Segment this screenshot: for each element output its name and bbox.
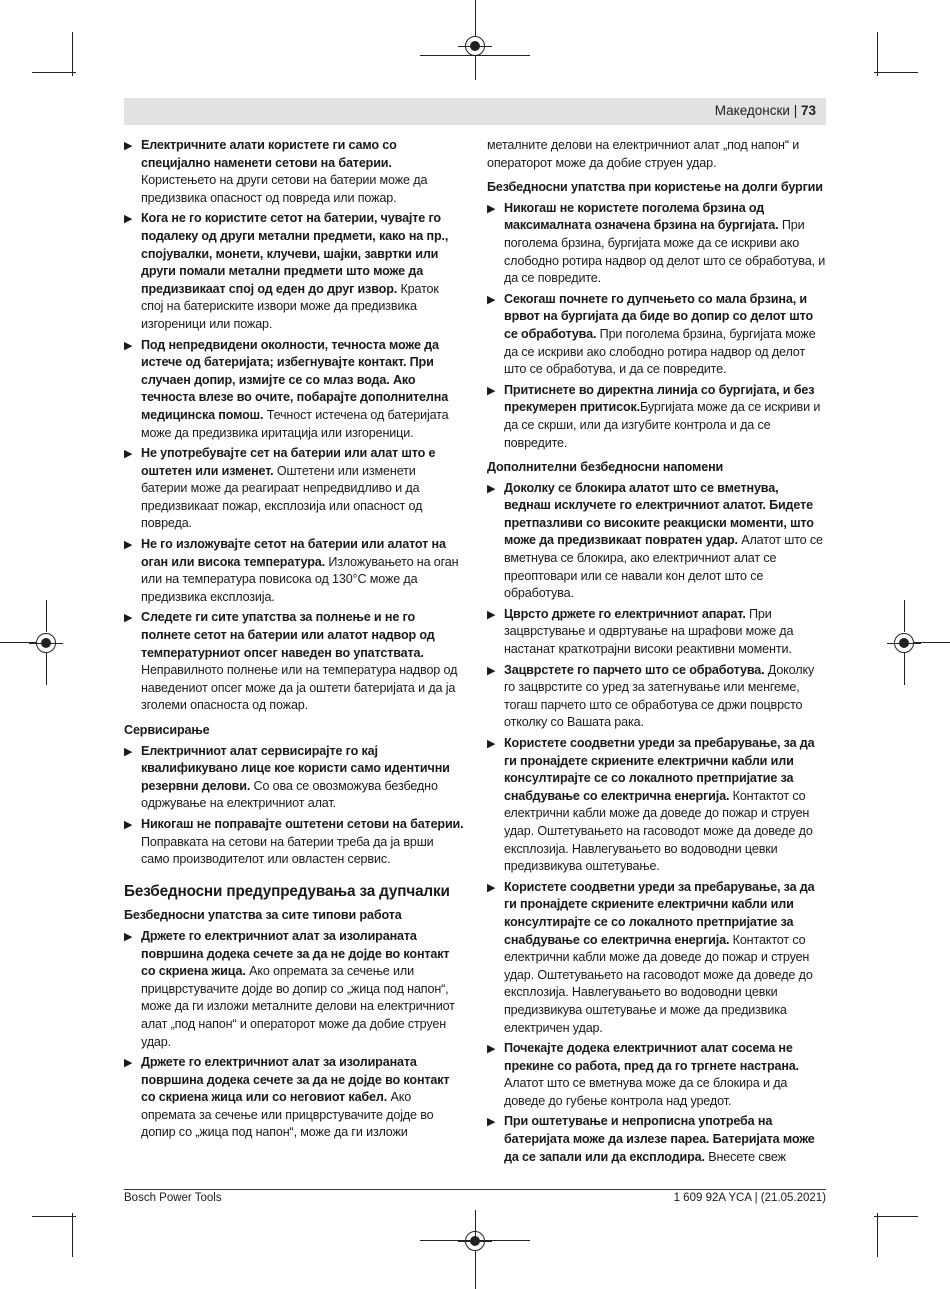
section-heading: Безбедносни упатства за сите типови работа: [124, 908, 402, 923]
list-item: [487, 382, 827, 452]
footer-divider: [124, 1189, 826, 1190]
right-column: [487, 137, 827, 1169]
warning-bold-text: Никогаш не користете поголема брзина од максималната означена брзина на бургијата.: [504, 200, 779, 233]
warning-explanation-text: Ако опремата за сечење или прицврстувачите дојде во допир со „жица под напон“, може да ги изложи металните делови на електричниот алат „под напон“ и операторот може да добие струен удар.: [141, 964, 455, 1049]
bullet-triangle-icon: ▶: [487, 738, 496, 750]
warning-explanation-text: Доколку го зацврстите со уред за затегнување или менгеме, тогаш парчето што се обработува се држи поцврсто отколку со Вашата рака.: [504, 662, 815, 730]
bullet-triangle-icon: ▶: [487, 1043, 496, 1056]
bullet-triangle-icon: ▶: [124, 339, 133, 352]
warning-bold-text: Не го изложувајте сетот на батерии или алатот на оган или висока температура.: [141, 537, 446, 569]
warning-explanation-text: Контактот со електрични кабли може да доведе до пожар и струен удар. Оштетувањето на гасоводот може да доведе до експлозија. Навлегувањето во водоводни цевки предизвикува оштетување и може да предизвика електричен удар.: [504, 932, 813, 1035]
list-item: [124, 816, 464, 869]
list-item: [124, 337, 464, 443]
header-language: Македонски: [714, 103, 790, 118]
warning-explanation-text: Неправилното полнење или на температура надвор од наведениот опсег може да ја оштети батеријата и да ја зголеми опасноста од пожар.: [141, 663, 458, 713]
warning-explanation-text: Краток спој на батериските извори може да предизвика изгореници или пожар.: [141, 281, 439, 331]
warning-bold-text: Под непредвидени околности, течноста може да истече од батеријата; избегнувајте контакт. При случаен допир, измијте се со млаз вода. Ако течноста влезе во очите, побарајте дополнителна медицинска помош.: [141, 337, 449, 422]
warning-explanation-text: Бургијата може да се искриви и да се скрши, или да изгубите контрола и да се повредите.: [504, 400, 821, 450]
warning-bold-text: Секогаш почнете го дупчењето со мала брзина, и врвот на бургијата да биде во допир со делот што се обработува.: [504, 291, 814, 341]
bullet-triangle-icon: ▶: [487, 384, 496, 397]
warning-bold-text: Не употребувајте сет на батерии или алат што е оштетен или изменет.: [141, 446, 436, 478]
bullet-triangle-icon: ▶: [124, 448, 133, 461]
list-item: [487, 1040, 827, 1110]
warning-bold-text: Држете го електричниот алат за изолираната површина додека сечете за да не дојде во контакт со скриена жица или со неговиот кабел.: [141, 1055, 450, 1105]
warning-explanation-text: Ако опремата за сечење или прицврстувачите дојде во допир со „жица под напон“, може да ги изложи: [141, 1090, 434, 1140]
list-item: [124, 536, 464, 606]
warning-bold-text: Електричните алати користете ги само со специјално наменети сетови на батерии.: [141, 138, 397, 170]
list-item: [124, 743, 464, 813]
list-item: [124, 1054, 464, 1142]
list-item: [124, 609, 464, 715]
section-heading: Сервисирање: [124, 723, 210, 737]
bullet-triangle-icon: ▶: [487, 608, 496, 621]
warning-explanation-text: При поголема брзина, бургијата може да се искриви ако слободно ротира надвор од делот што се обработува, и да се повредите.: [504, 218, 826, 286]
list-item: [124, 445, 464, 533]
bullet-triangle-icon: ▶: [487, 881, 496, 894]
section-heading: Безбедносни упатства при користење на долги бургии: [487, 180, 823, 195]
warning-explanation-text: Изложувањето на оган или на температура повисока од 130°C може да предизвика експлозија.: [141, 554, 459, 604]
list-item: [124, 210, 464, 333]
bullet-triangle-icon: ▶: [124, 539, 133, 552]
warning-bold-text: Користете соодветни уреди за пребарување, за да ги пронајдете скриените електрични кабли или консултирајте се со локалното претпријатие за снабдување со електрична енергија.: [504, 879, 815, 947]
bullet-triangle-icon: ▶: [124, 745, 133, 758]
bullet-triangle-icon: ▶: [124, 1057, 133, 1070]
warning-explanation-text: Оштетени или изменети батерии може да реагираат непредвидливо и да предизвикаат пожар, експлозија или опасност од повреда.: [141, 463, 423, 531]
bullet-triangle-icon: ▶: [487, 482, 496, 495]
list-item: [487, 1113, 827, 1166]
warning-explanation-text: Алатот што се вметнува се блокира, ако електричниот алат се преоптовари или се навали кон делот што се обработува.: [504, 533, 823, 601]
warning-bold-text: Држете го електричниот алат за изолираната површина додека сечете за да не дојде во контакт со скриена жица.: [141, 928, 450, 979]
warning-bold-text: Притиснете во директна линија со бургијата, и без прекумерен притисок.: [504, 382, 815, 415]
warning-bold-text: Кога не го користите сетот на батерии, чувајте го подалеку од други метални предмети, како на пр., спојувалки, монети, клучеви, шајки, завртки или други помали метални предмети што може да предизвикаат спој од еден до друг извор.: [141, 211, 449, 296]
warning-explanation-text: Внесете свеж: [704, 1149, 786, 1164]
paragraph: металните делови на електричниот алат „под напон“ и операторот може да добие струен удар.: [487, 138, 800, 170]
bullet-triangle-icon: ▶: [487, 202, 496, 215]
section-heading: Безбедносни предупредувања за дупчалки: [124, 882, 450, 900]
bullet-triangle-icon: ▶: [124, 140, 133, 152]
left-column: [124, 137, 464, 1145]
bullet-triangle-icon: ▶: [124, 818, 133, 831]
warning-bold-text: При оштетување и непрописна употреба на батеријата може да излезе пареа. Батеријата може да се запали или да експлодира.: [504, 1114, 815, 1164]
bullet-triangle-icon: ▶: [487, 293, 496, 306]
footer-doc-number: 1 609 92A YCA | (21.05.2021): [673, 1192, 826, 1204]
list-item: [487, 200, 827, 288]
list-item: [487, 879, 827, 1037]
list-item: [487, 480, 827, 603]
page-header: [124, 98, 826, 125]
warning-explanation-text: При поголема брзина, бургијата може да се искриви ако слободно ротира надвор од делот што се обработува, и да се повредите.: [504, 326, 816, 377]
warning-bold-text: Користете соодветни уреди за пребарување, за да ги пронајдете скриените електрични кабли или консултирајте се со локалното претпријатие за снабдување со електрична енергија.: [504, 736, 815, 803]
bullet-triangle-icon: ▶: [124, 612, 133, 625]
warning-explanation-text: Течност истечена од батеријата може да предизвика иритација или изгореници.: [141, 407, 449, 440]
warning-explanation-text: Со ова се овозможува безбедно одржување на електричниот алат.: [141, 778, 438, 811]
list-item: [487, 606, 827, 659]
warning-explanation-text: При зацврстување и одвртување на шрафови може да настанат краткотрајни високи реактивни моменти.: [504, 606, 794, 657]
bullet-triangle-icon: ▶: [487, 664, 496, 677]
list-item: [487, 735, 827, 876]
bullet-triangle-icon: ▶: [124, 213, 133, 226]
list-item: [487, 291, 827, 379]
warning-bold-text: Зацврстете го парчето што се обработува.: [504, 662, 765, 677]
warning-bold-text: Почекајте додека електричниот алат сосема не прекине со работа, пред да го тргнете настрана.: [504, 1041, 800, 1073]
section-heading: Дополнителни безбедносни напомени: [487, 460, 724, 475]
list-item: [124, 137, 464, 207]
list-item: [487, 662, 827, 732]
list-item: [124, 928, 464, 1051]
warning-explanation-text: Алатот што се вметнува може да се блокира и да доведе до губење контрола над уредот.: [504, 1076, 788, 1108]
warning-explanation-text: Поправката на сетови на батерии треба да ја врши само производителот или овластен сервис.: [141, 834, 434, 867]
warning-bold-text: Цврсто држете го електричниот апарат.: [504, 606, 746, 621]
warning-bold-text: Доколку се блокира алатот што се вметнува, веднаш исклучете го електричниот алатот. Бидете претпазливи со високите реакциски моменти, што може да предизвикаат повратен удар.: [504, 480, 814, 548]
warning-explanation-text: Контактот со електрични кабли може да доведе до пожар и струен удар. Оштетувањето на гасоводот може да доведе до експлозија. Навлегувањето во водоводни цевки предизвикува оштетување.: [504, 788, 813, 874]
header-label: Македонски | 73: [714, 103, 816, 118]
warning-bold-text: Електричниот алат сервисирајте го кај квалификувано лице кое користи само идентични резервни делови.: [141, 743, 450, 793]
warning-explanation-text: Користењето на други сетови на батерии може да предизвика опасност од повреда или пожар.: [141, 173, 428, 205]
warning-bold-text: Следете ги сите упатства за полнење и не го полнете сетот на батерии или алатот надвор од температурниот опсег наведен во упатствата.: [141, 610, 435, 660]
footer-brand: Bosch Power Tools: [124, 1192, 222, 1204]
bullet-triangle-icon: ▶: [487, 1116, 496, 1129]
bullet-triangle-icon: ▶: [124, 930, 133, 943]
warning-bold-text: Никогаш не поправајте оштетени сетови на батерии.: [141, 816, 464, 831]
page-number: 73: [800, 103, 816, 118]
